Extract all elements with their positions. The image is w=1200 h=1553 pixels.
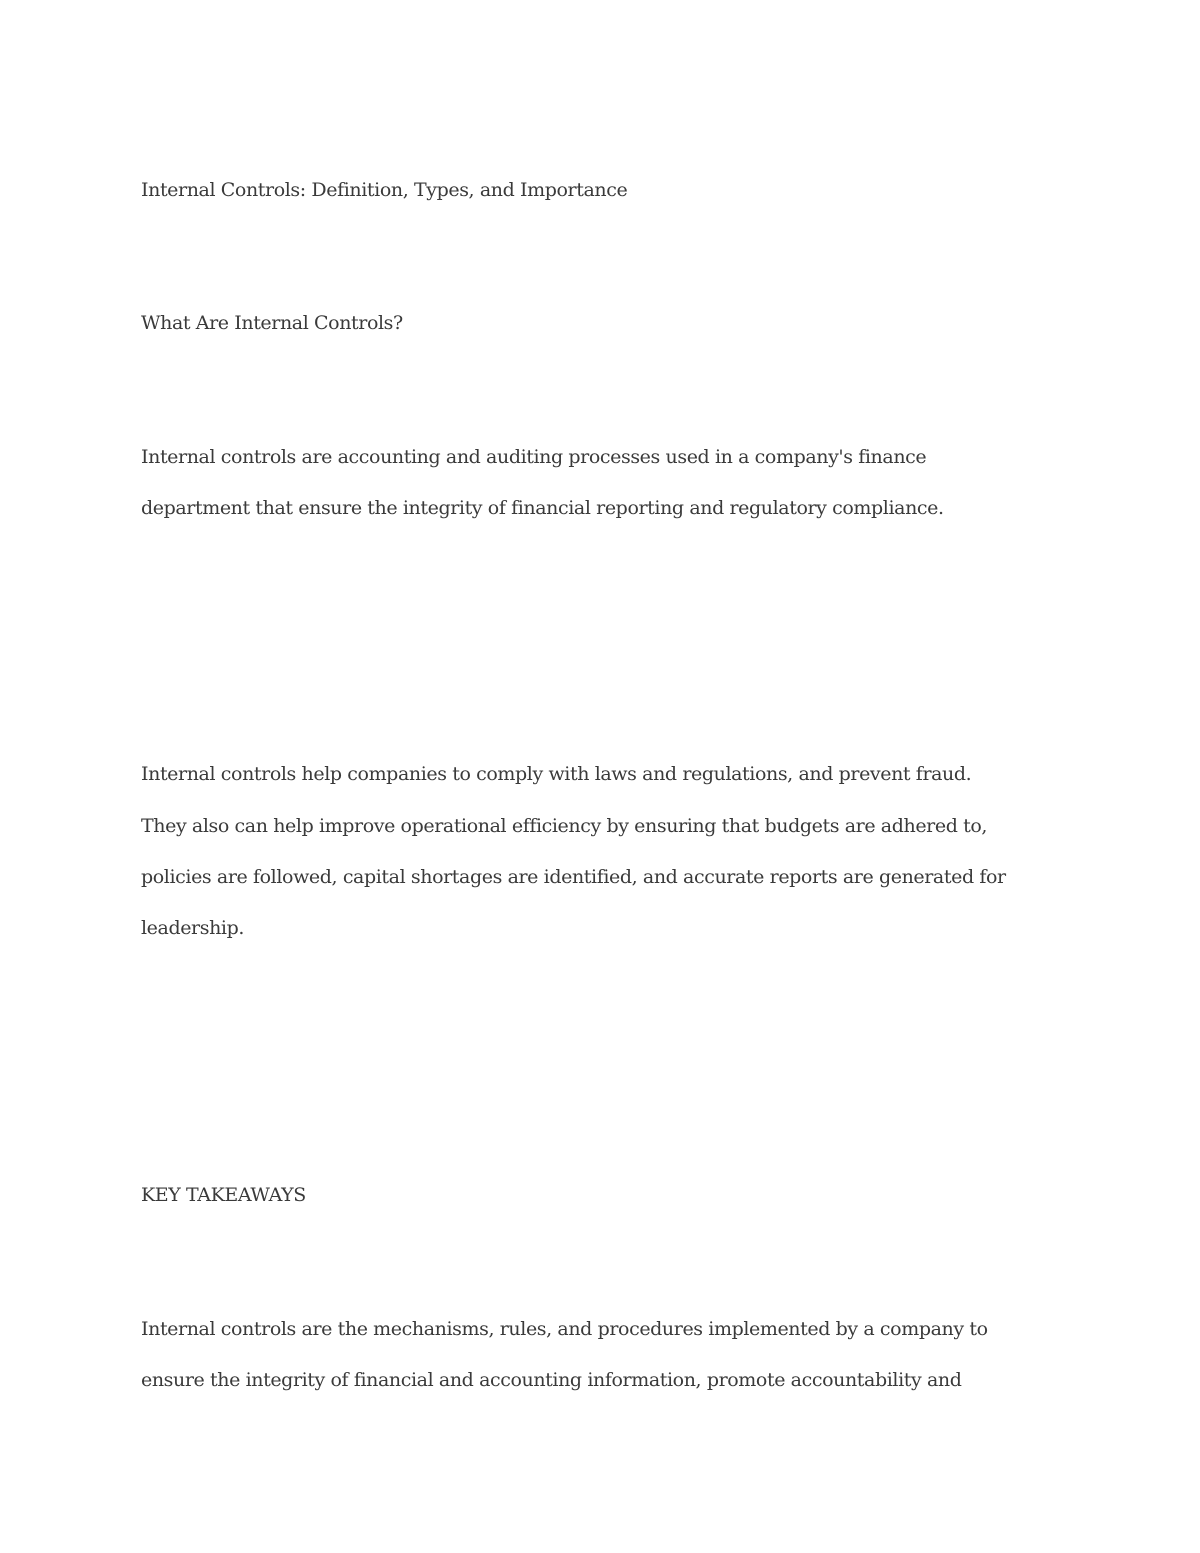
document-title: Internal Controls: Definition, Types, and Importance — [141, 179, 628, 201]
paragraph-2-line-2: They also can help improve operational efficiency by ensuring that budgets are adhered to, — [141, 815, 988, 837]
paragraph-3-line-2: ensure the integrity of financial and accounting information, promote accountability and — [141, 1369, 962, 1391]
section-heading: What Are Internal Controls? — [141, 312, 403, 334]
paragraph-1-line-2: department that ensure the integrity of financial reporting and regulatory compliance. — [141, 497, 944, 519]
paragraph-2-line-1: Internal controls help companies to comply with laws and regulations, and prevent fraud. — [141, 763, 972, 785]
key-takeaways-heading: KEY TAKEAWAYS — [141, 1184, 306, 1206]
paragraph-2-line-3: policies are followed, capital shortages are identified, and accurate reports are generated for — [141, 866, 1006, 888]
paragraph-2-line-4: leadership. — [141, 917, 245, 939]
paragraph-3-line-1: Internal controls are the mechanisms, rules, and procedures implemented by a company to — [141, 1318, 988, 1340]
paragraph-1-line-1: Internal controls are accounting and auditing processes used in a company's finance — [141, 446, 927, 468]
